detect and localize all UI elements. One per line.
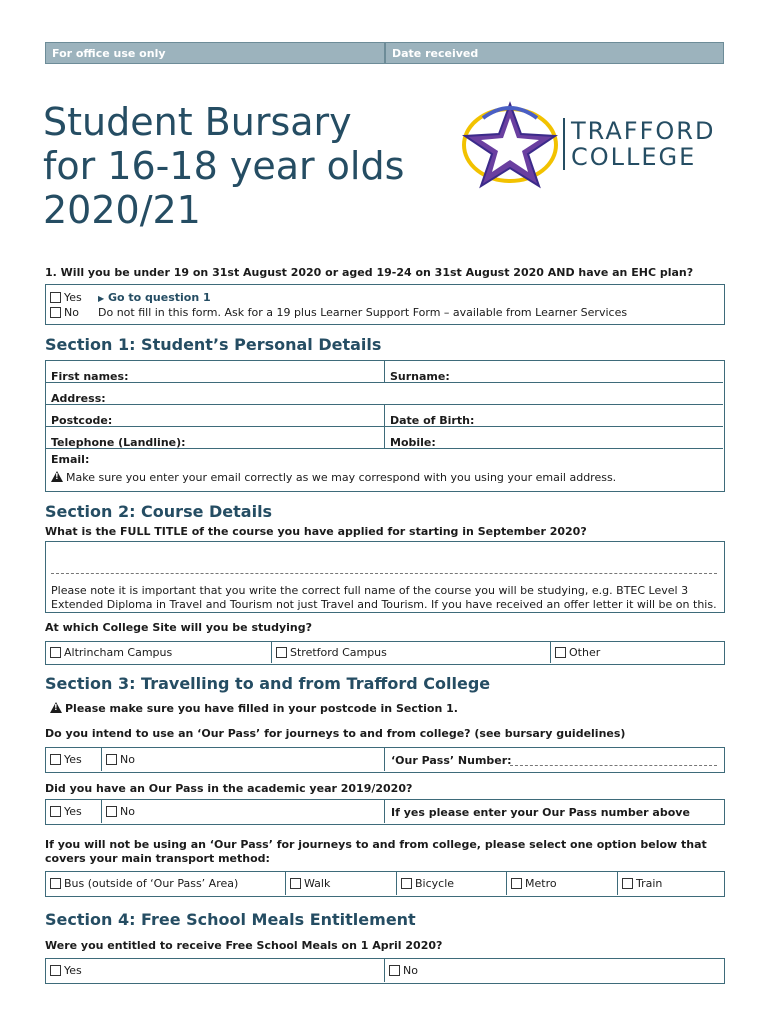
title-line-2: for 16-18 year olds — [43, 144, 405, 188]
office-use-field[interactable] — [45, 42, 385, 64]
train-checkbox[interactable] — [622, 878, 633, 889]
previous-pass-row — [45, 799, 725, 825]
course-note — [51, 584, 717, 612]
altrincham-checkbox[interactable] — [50, 647, 61, 658]
q1-no-label: No — [64, 306, 79, 319]
fsm-yes-option[interactable] — [46, 959, 385, 982]
star-logo-icon — [455, 98, 565, 193]
logo-line-1: TRAFFORD — [571, 117, 716, 145]
transport-train-option[interactable] — [618, 872, 723, 895]
arrow-right-icon: ▶ — [98, 294, 105, 303]
q1-no-checkbox[interactable] — [50, 307, 61, 318]
ourpass-no-label: No — [120, 753, 135, 766]
address-label: Address: — [51, 392, 106, 405]
office-use-label: For office use only — [52, 47, 166, 60]
prev-pass-yes-label: Yes — [64, 805, 82, 818]
metro-checkbox[interactable] — [511, 878, 522, 889]
other-checkbox[interactable] — [555, 647, 566, 658]
q1-yes-label: Yes — [64, 291, 82, 304]
stretford-label: Stretford Campus — [290, 646, 387, 659]
section-4-heading: Section 4: Free School Meals Entitlement — [45, 910, 416, 929]
warning-icon — [51, 471, 63, 482]
fsm-no-label: No — [403, 964, 418, 977]
q1-no-option[interactable] — [50, 306, 79, 319]
prev-pass-yes-option[interactable] — [46, 800, 102, 823]
bicycle-label: Bicycle — [415, 877, 455, 890]
other-label: Other — [569, 646, 601, 659]
ourpass-row — [45, 747, 725, 773]
section-3-heading: Section 3: Travelling to and from Trafford College — [45, 674, 491, 693]
fsm-no-option[interactable] — [385, 959, 723, 982]
prev-pass-no-checkbox[interactable] — [106, 806, 117, 817]
email-field[interactable] — [46, 449, 723, 490]
walk-label: Walk — [304, 877, 331, 890]
surname-label: Surname: — [390, 370, 450, 383]
fsm-no-checkbox[interactable] — [389, 965, 400, 976]
prev-pass-no-option[interactable] — [102, 800, 385, 823]
postcode-warning — [50, 702, 458, 715]
ourpass-number-input[interactable] — [510, 754, 717, 766]
date-received-label: Date received — [392, 47, 479, 60]
site-options — [45, 641, 725, 665]
prev-pass-note: If yes please enter your Our Pass number above — [391, 806, 690, 819]
first-names-label: First names: — [51, 370, 129, 383]
stretford-checkbox[interactable] — [276, 647, 287, 658]
course-box — [45, 541, 725, 613]
transport-bus-option[interactable] — [46, 872, 286, 895]
address-field[interactable] — [46, 383, 723, 405]
q1-yes-note-text: Go to question 1 — [108, 291, 211, 304]
q1-no-note: Do not fill in this form. Ask for a 19 plus Learner Support Form – available from Learner Services — [98, 306, 628, 319]
mobile-label: Mobile: — [390, 436, 436, 449]
college-logo — [455, 98, 730, 193]
site-stretford-option[interactable] — [272, 642, 551, 663]
title-line-3: 2020/21 — [43, 188, 201, 232]
postcode-warning-text: Please make sure you have filled in your postcode in Section 1. — [65, 702, 458, 715]
telephone-field[interactable] — [46, 427, 385, 449]
site-question: At which College Site will you be studying? — [45, 621, 312, 634]
bus-label: Bus (outside of ‘Our Pass’ Area) — [64, 877, 239, 890]
logo-text — [571, 118, 715, 170]
email-note-text: Make sure you enter your email correctly as we may correspond with you using your email address. — [66, 471, 617, 484]
bicycle-checkbox[interactable] — [401, 878, 412, 889]
fsm-yes-checkbox[interactable] — [50, 965, 61, 976]
ourpass-number-label: ‘Our Pass’ Number: — [391, 754, 512, 767]
transport-question — [45, 838, 707, 866]
q1-question: 1. Will you be under 19 on 31st August 2020 or aged 19-24 on 31st August 2020 AND have an EHC plan? — [45, 266, 694, 279]
site-altrincham-option[interactable] — [46, 642, 272, 663]
postcode-field[interactable] — [46, 405, 385, 427]
ourpass-yes-checkbox[interactable] — [50, 754, 61, 765]
q1-box — [45, 284, 725, 325]
altrincham-label: Altrincham Campus — [64, 646, 173, 659]
page-title — [43, 100, 404, 232]
q1-yes-note — [98, 291, 211, 304]
mobile-field[interactable] — [385, 427, 723, 449]
email-label: Email: — [51, 453, 90, 466]
email-note — [51, 471, 718, 484]
site-other-option[interactable] — [551, 642, 723, 663]
course-note-line-1: Please note it is important that you write the correct full name of the course you will be studying, e.g. BTEC Level 3 — [51, 584, 689, 597]
transport-bicycle-option[interactable] — [397, 872, 507, 895]
ourpass-yes-option[interactable] — [46, 748, 102, 771]
course-note-line-2: Extended Diploma in Travel and Tourism not just Travel and Tourism. If you have received an offer letter it will be on this. — [51, 598, 717, 611]
ourpass-yes-label: Yes — [64, 753, 82, 766]
transport-metro-option[interactable] — [507, 872, 618, 895]
prev-pass-no-label: No — [120, 805, 135, 818]
fsm-yes-label: Yes — [64, 964, 82, 977]
transport-walk-option[interactable] — [286, 872, 397, 895]
transport-question-line-1: If you will not be using an ‘Our Pass’ for journeys to and from college, please select one option below that — [45, 838, 707, 851]
walk-checkbox[interactable] — [290, 878, 301, 889]
postcode-label: Postcode: — [51, 414, 113, 427]
ourpass-question: Do you intend to use an ‘Our Pass’ for journeys to and from college? (see bursary guidelines) — [45, 727, 626, 740]
previous-pass-question: Did you have an Our Pass in the academic year 2019/2020? — [45, 782, 413, 795]
warning-icon — [50, 702, 62, 713]
transport-options — [45, 871, 725, 897]
q1-yes-option[interactable] — [50, 291, 82, 304]
dob-label: Date of Birth: — [390, 414, 475, 427]
ourpass-no-option[interactable] — [102, 748, 385, 771]
prev-pass-yes-checkbox[interactable] — [50, 806, 61, 817]
dob-field[interactable] — [385, 405, 723, 427]
date-received-field[interactable] — [385, 42, 724, 64]
ourpass-no-checkbox[interactable] — [106, 754, 117, 765]
transport-question-line-2: covers your main transport method: — [45, 852, 270, 865]
train-label: Train — [636, 877, 663, 890]
telephone-label: Telephone (Landline): — [51, 436, 186, 449]
course-question: What is the FULL TITLE of the course you have applied for starting in September 2020? — [45, 525, 587, 538]
bus-checkbox[interactable] — [50, 878, 61, 889]
first-names-field[interactable] — [46, 361, 385, 383]
fsm-options — [45, 958, 725, 984]
q1-yes-checkbox[interactable] — [50, 292, 61, 303]
logo-line-2: COLLEGE — [571, 143, 697, 171]
course-title-input[interactable] — [51, 546, 717, 574]
metro-label: Metro — [525, 877, 557, 890]
logo-divider — [563, 118, 565, 170]
section-1-heading: Section 1: Student’s Personal Details — [45, 335, 382, 354]
fsm-question: Were you entitled to receive Free School Meals on 1 April 2020? — [45, 939, 443, 952]
section-2-heading: Section 2: Course Details — [45, 502, 273, 521]
surname-field[interactable] — [385, 361, 723, 383]
title-line-1: Student Bursary — [43, 100, 352, 144]
personal-details-table — [45, 360, 725, 492]
